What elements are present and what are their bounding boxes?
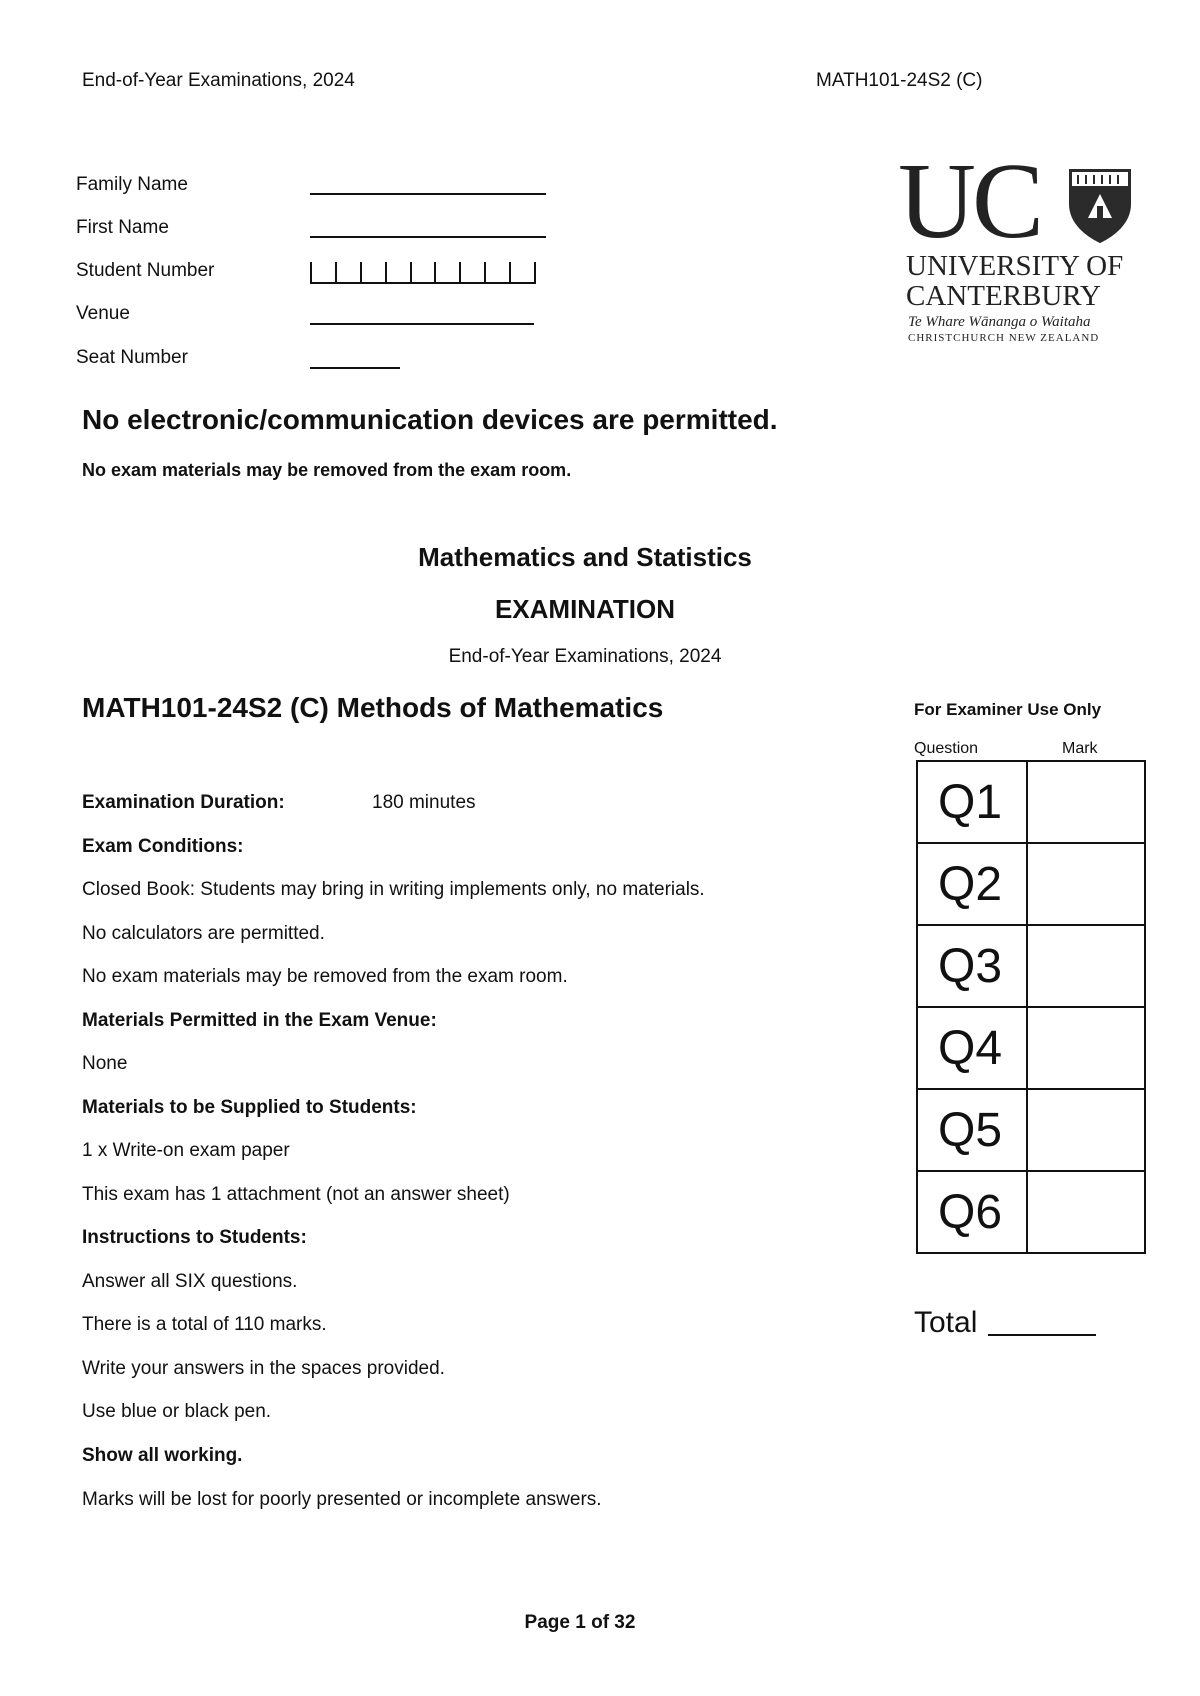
student-number-label: Student Number: [76, 260, 215, 281]
course-title: MATH101-24S2 (C) Methods of Mathematics: [82, 692, 664, 723]
duration-value: 180 minutes: [372, 792, 476, 813]
logo-line-2: CANTERBURY: [906, 280, 1101, 312]
question-cell: Q1: [918, 762, 1028, 842]
marks-table-row: [918, 926, 1144, 1008]
header-left: End-of-Year Examinations, 2024: [82, 70, 355, 91]
mark-cell[interactable]: [1028, 1172, 1144, 1252]
instruction-line: Use blue or black pen.: [82, 1401, 272, 1422]
marks-table-row: [918, 1090, 1144, 1172]
total-field[interactable]: [988, 1334, 1096, 1336]
mark-column-header: Mark: [1062, 740, 1098, 757]
permitted-value: None: [82, 1053, 128, 1074]
mark-cell[interactable]: [1028, 762, 1144, 842]
materials-notice: No exam materials may be removed from the exam room.: [82, 460, 572, 480]
department-title: Mathematics and Statistics: [418, 542, 752, 572]
question-column-header: Question: [914, 740, 979, 757]
condition-line: No exam materials may be removed from the exam room.: [82, 966, 568, 987]
condition-line: No calculators are permitted.: [82, 923, 325, 944]
session-title: End-of-Year Examinations, 2024: [448, 646, 722, 667]
question-cell: Q6: [918, 1172, 1028, 1252]
duration-label: Examination Duration:: [82, 792, 285, 813]
mark-cell[interactable]: [1028, 926, 1144, 1006]
show-working-instruction: Show all working.: [82, 1445, 243, 1466]
family-name-label: Family Name: [76, 174, 188, 195]
total-label: Total: [914, 1306, 978, 1339]
supplied-label: Materials to be Supplied to Students:: [82, 1097, 417, 1118]
permitted-label: Materials Permitted in the Exam Venue:: [82, 1010, 437, 1031]
exam-kind-title: EXAMINATION: [494, 594, 676, 624]
conditions-label: Exam Conditions:: [82, 836, 244, 857]
first-name-field[interactable]: [310, 236, 546, 238]
mark-cell[interactable]: [1028, 844, 1144, 924]
instruction-line: Answer all SIX questions.: [82, 1271, 298, 1292]
question-cell: Q5: [918, 1090, 1028, 1170]
mark-cell[interactable]: [1028, 1008, 1144, 1088]
logo-line-3: Te Whare Wānanga o Waitaha: [908, 314, 1091, 330]
crest-icon: [1066, 166, 1134, 244]
question-cell: Q3: [918, 926, 1028, 1006]
seat-number-label: Seat Number: [76, 347, 188, 368]
supplied-line: 1 x Write-on exam paper: [82, 1140, 290, 1161]
instructions-label: Instructions to Students:: [82, 1227, 307, 1248]
venue-label: Venue: [76, 303, 130, 324]
supplied-line: This exam has 1 attachment (not an answer sheet): [82, 1184, 510, 1205]
logo-line-1: UNIVERSITY OF: [906, 250, 1124, 282]
examiner-title: For Examiner Use Only: [914, 700, 1102, 719]
marks-table: [916, 760, 1146, 1254]
page-number: Page 1 of 32: [524, 1612, 636, 1633]
marks-table-row: [918, 844, 1144, 926]
marks-lost-instruction: Marks will be lost for poorly presented or incomplete answers.: [82, 1489, 602, 1510]
marks-table-row: [918, 1172, 1144, 1254]
student-number-field[interactable]: [310, 262, 536, 284]
marks-table-row: [918, 1008, 1144, 1090]
instruction-line: Write your answers in the spaces provided.: [82, 1358, 445, 1379]
venue-field[interactable]: [310, 323, 534, 325]
condition-line: Closed Book: Students may bring in writing implements only, no materials.: [82, 879, 705, 900]
logo-line-4: CHRISTCHURCH NEW ZEALAND: [908, 332, 1100, 344]
question-cell: Q2: [918, 844, 1028, 924]
header-right: MATH101-24S2 (C): [816, 70, 983, 91]
first-name-label: First Name: [76, 217, 169, 238]
devices-notice: No electronic/communication devices are permitted.: [82, 404, 778, 435]
family-name-field[interactable]: [310, 193, 546, 195]
mark-cell[interactable]: [1028, 1090, 1144, 1170]
logo-mark: UC: [898, 142, 1041, 261]
seat-number-field[interactable]: [310, 367, 400, 369]
marks-table-row: [918, 762, 1144, 844]
question-cell: Q4: [918, 1008, 1028, 1088]
instruction-line: There is a total of 110 marks.: [82, 1314, 327, 1335]
